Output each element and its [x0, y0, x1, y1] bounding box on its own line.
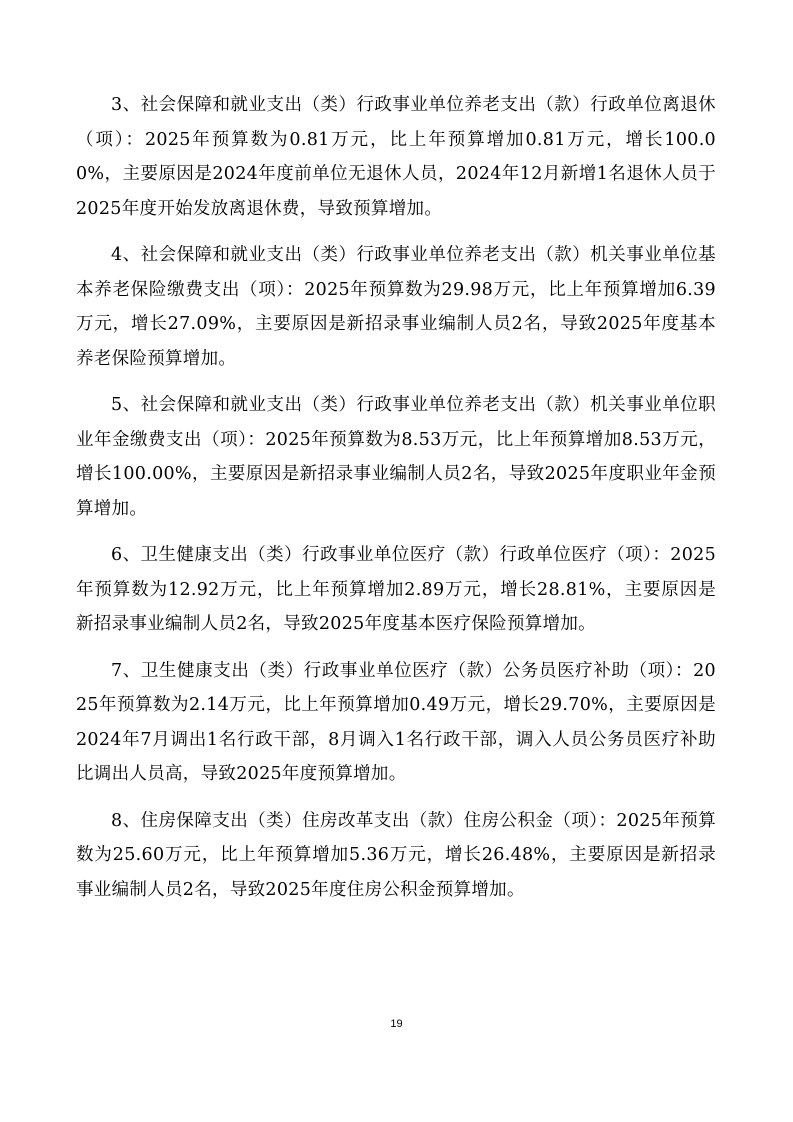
paragraph-item-7: 7、卫生健康支出（类）行政事业单位医疗（款）公务员医疗补助（项）：2025年预算数为2.14万元，比上年预算增加0.49万元，增长29.70%，主要原因是2024年7月调出1名行政干部，8月调入1名行政干部，调入人员公务员医疗补助比调出人员高，导致2025年度预算增加。 — [76, 660, 716, 784]
paragraph-item-8: 8、住房保障支出（类）住房改革支出（款）住房公积金（项）：2025年预算数为25.60万元，比上年预算增加5.36万元，增长26.48%，主要原因是新招录事业编制人员2名，导致2025年度住房公积金预算增加。 — [76, 810, 716, 900]
page-number: 19 — [390, 1018, 403, 1030]
document-body — [76, 88, 716, 919]
paragraph-item-5: 5、社会保障和就业支出（类）行政事业单位养老支出（款）机关事业单位职业年金缴费支出（项）：2025年预算数为8.53万元，比上年预算增加8.53万元，增长100.00%，主要原因是新招录事业编制人员2名，导致2025年度职业年金预算增加。 — [76, 395, 716, 519]
paragraph-item-4: 4、社会保障和就业支出（类）行政事业单位养老支出（款）机关事业单位基本养老保险缴费支出（项）：2025年预算数为29.98万元，比上年预算增加6.39万元，增长27.09%，主要原因是新招录事业编制人员2名，导致2025年度基本养老保险预算增加。 — [76, 245, 716, 369]
paragraph-item-6: 6、卫生健康支出（类）行政事业单位医疗（款）行政单位医疗（项）：2025年预算数为12.92万元，比上年预算增加2.89万元，增长28.81%，主要原因是新招录事业编制人员2名，导致2025年度基本医疗保险预算增加。 — [76, 545, 716, 634]
paragraph-item-3: 3、社会保障和就业支出（类）行政事业单位养老支出（款）行政单位离退休（项）：2025年预算数为0.81万元，比上年预算增加0.81万元，增长100.00%，主要原因是2024年度前单位无退休人员，2024年12月新增1名退休人员于2025年度开始发放离退休费，导致预算增加。 — [76, 95, 716, 219]
